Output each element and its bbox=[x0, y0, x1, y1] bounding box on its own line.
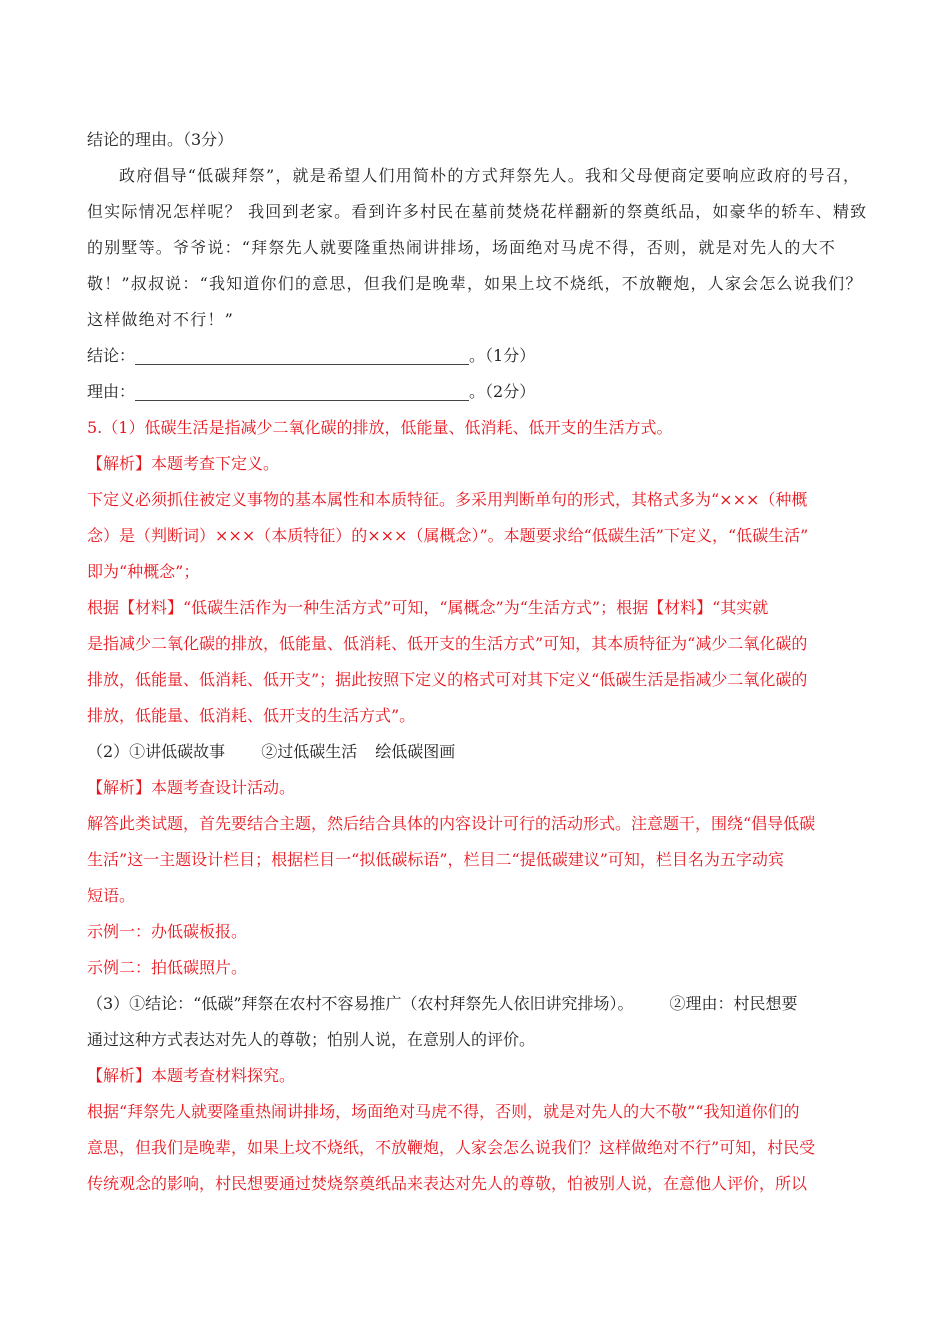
passage-line: 但实际情况怎样呢？ 我回到老家。看到许多村民在墓前焚烧花样翻新的祭奠纸品，如豪华的轿车、精致 bbox=[87, 202, 867, 221]
analysis-part1 bbox=[87, 482, 867, 734]
passage-line: 敬！”叔叔说：“我知道你们的意思，但我们是晚辈，如果上坟不烧纸，不放鞭炮，人家会怎么说我们？ bbox=[87, 274, 863, 293]
analysis-part2 bbox=[87, 806, 867, 986]
analysis-tag: 【解析】本题考查设计活动。 bbox=[87, 778, 296, 797]
answer-part2-item2: ②过低碳生活 bbox=[261, 742, 358, 761]
reason-blank[interactable] bbox=[135, 380, 469, 401]
conclusion-label: 结论： bbox=[87, 346, 136, 365]
answer-part3-line1 bbox=[87, 986, 867, 1022]
reason-score: 。（2分） bbox=[469, 382, 536, 401]
analysis-line: 下定义必须抓住被定义事物的基本属性和本质特征。多采用判断单句的形式，其格式多为“×××（种概 bbox=[87, 490, 808, 509]
analysis-line: 是指减少二氧化碳的排放，低能量、低消耗、低开支的生活方式”可知，其本质特征为“减少二氧化碳的 bbox=[87, 634, 808, 653]
answer-part3-line2: 通过这种方式表达对先人的尊敬；怕别人说，在意别人的评价。 bbox=[87, 1030, 536, 1049]
analysis-line: 即为“种概念”； bbox=[87, 562, 200, 581]
conclusion-blank[interactable] bbox=[135, 344, 469, 365]
conclusion-row bbox=[87, 338, 867, 374]
reason-row bbox=[87, 374, 867, 410]
analysis-line: 解答此类试题，首先要结合主题，然后结合具体的内容设计可行的活动形式。注意题干，围绕“倡导低碳 bbox=[87, 814, 816, 833]
answer-part2-item3: 绘低碳图画 bbox=[375, 742, 456, 761]
document-page bbox=[87, 122, 867, 1202]
analysis-line: 排放，低能量、低消耗、低开支的生活方式”。 bbox=[87, 706, 416, 725]
answer-part2 bbox=[87, 734, 867, 770]
passage-line: 的别墅等。爷爷说：“拜祭先人就要隆重热闹讲排场，场面绝对马虎不得，否则，就是对先人的大不 bbox=[87, 238, 836, 257]
analysis-line: 根据“拜祭先人就要隆重热闹讲排场，场面绝对马虎不得，否则，就是对先人的大不敬”“我知道你们的 bbox=[87, 1102, 800, 1121]
answer-part3-conclusion: （3）①结论：“低碳”拜祭在农村不容易推广（农村拜祭先人依旧讲究排场）。 bbox=[87, 994, 634, 1013]
analysis-line: 传统观念的影响，村民想要通过焚烧祭奠纸品来表达对先人的尊敬，怕被别人说，在意他人评价，所以 bbox=[87, 1174, 808, 1193]
analysis-tag: 【解析】本题考查材料探究。 bbox=[87, 1066, 296, 1085]
analysis-line: 生活”这一主题设计栏目；根据栏目一“拟低碳标语”，栏目二“提低碳建议”可知，栏目名为五字动宾 bbox=[87, 850, 784, 869]
analysis-line: 根据【材料】“低碳生活作为一种生活方式”可知，“属概念”为“生活方式”；根据【材料】“其实就 bbox=[87, 598, 769, 617]
analysis-part3 bbox=[87, 1094, 867, 1202]
reason-label: 理由： bbox=[87, 382, 136, 401]
analysis-line: 念）是（判断词）×××（本质特征）的×××（属概念）”。本题要求给“低碳生活”下定义，“低碳生活” bbox=[87, 526, 809, 545]
passage-line: 政府倡导“低碳拜祭”，就是希望人们用简朴的方式拜祭先人。我和父母便商定要响应政府的号召， bbox=[119, 166, 861, 185]
analysis-line: 短语。 bbox=[87, 886, 136, 905]
analysis-line: 排放，低能量、低消耗、低开支”；据此按照下定义的格式可对其下定义“低碳生活是指减少二氧化碳的 bbox=[87, 670, 808, 689]
answer-part2-item1: （2）①讲低碳故事 bbox=[87, 742, 226, 761]
answer-part3-reason: ②理由：村民想要 bbox=[669, 994, 798, 1013]
analysis-line: 意思，但我们是晚辈，如果上坟不烧纸，不放鞭炮，人家会怎么说我们？这样做绝对不行”可知，村民受 bbox=[87, 1138, 816, 1157]
example-line: 示例二：拍低碳照片。 bbox=[87, 958, 248, 977]
answer-part1: 5.（1）低碳生活是指减少二氧化碳的排放，低能量、低消耗、低开支的生活方式。 bbox=[87, 418, 673, 437]
example-line: 示例一：办低碳板报。 bbox=[87, 922, 248, 941]
analysis-tag: 【解析】本题考查下定义。 bbox=[87, 454, 280, 473]
question-intro: 结论的理由。（3分） bbox=[87, 130, 234, 149]
question-passage bbox=[87, 158, 867, 338]
passage-line: 这样做绝对不行！” bbox=[87, 310, 234, 329]
conclusion-score: 。（1分） bbox=[469, 346, 536, 365]
